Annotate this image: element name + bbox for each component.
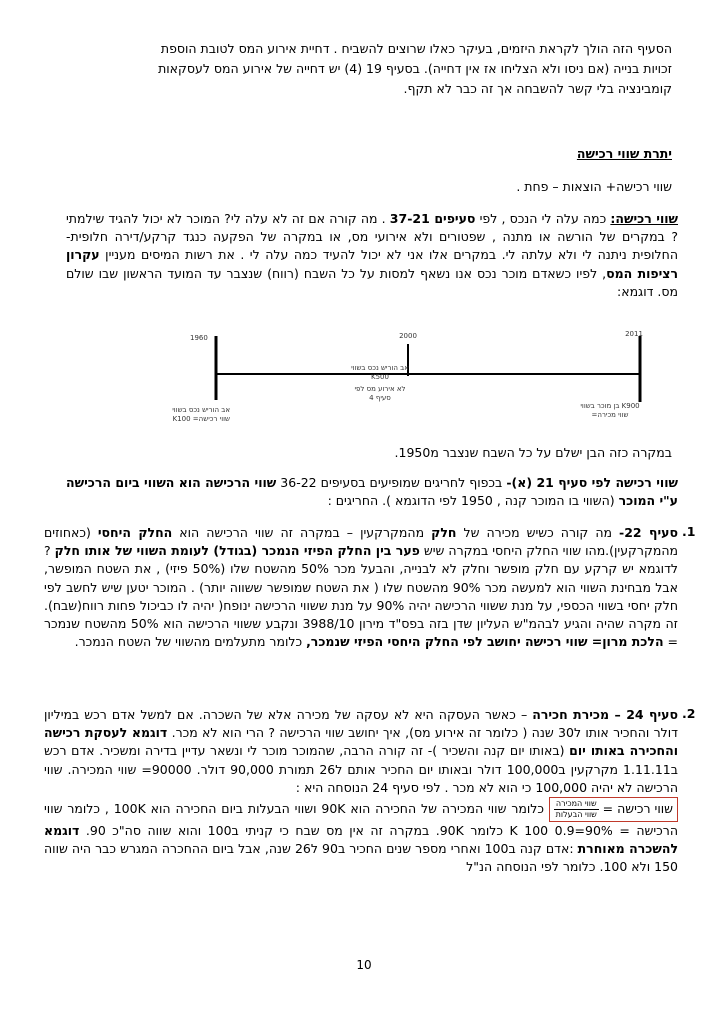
timeline-note-mid-1: אב הוריש נכס בשווי: [351, 364, 409, 372]
section22-text-2: מהמקרקעין – במקרה זה שווי הרכישה הוא: [172, 525, 432, 540]
tax-continuity-principle: עקרון רציפות המס: [66, 247, 678, 281]
timeline-note-right-2: =שווי מכירה: [591, 411, 629, 419]
section21-text-2: (השווי בו המוכר קנה , 1950 לפי הדוגמא ). החריגים :: [327, 493, 619, 509]
purchase-value-paragraph: [66, 210, 678, 301]
section21-text-1: בכפוף לחריגים שמופיעים בסעיפים 36-22: [276, 475, 507, 490]
intro-line-3: קומבינציה בלי קשר להשבחה אך זה כבר לא תקף.: [403, 81, 672, 96]
section22-text-1: מה קורה כשיש מכירה של: [456, 525, 620, 540]
formula-line: שווי רכישה+ הוצאות – פחת .: [516, 179, 672, 194]
timeline-diagram: [140, 322, 660, 432]
section24-text-3: כלומר שווי המכירה של החכירה הוא 90K ושווי הבעלות ביום החכירה הוא 100K , כלומר שווי הרכישה = 90%=0.9 100 K כלומר 90K. במקרה זה אין מס שבח כי קניתי ב100 והוא שווה סה"כ 90.: [44, 801, 678, 839]
timeline-note-mid-4: סעיף 4: [369, 394, 391, 402]
section22-bold-2: החלק היחסי: [97, 525, 173, 540]
section-title: יתרת שווי רכישה: [576, 146, 672, 161]
timeline-year-right: 2011: [625, 330, 643, 338]
section22-label: סעיף 22-: [619, 525, 678, 540]
list-number-1: .1: [682, 524, 696, 539]
section22-bold-4: הלכת מרון= שווי רכישה יחושב לפי החלק היחסי הפיזי שנמכר,: [306, 634, 664, 650]
timeline-note-right-1: בן מוכר בשווי K900: [580, 402, 640, 410]
section24-label: סעיף 24 – מכירת חכירה: [532, 707, 678, 722]
section24-paragraph: [44, 706, 678, 877]
formula-numerator: שווי המכירה: [555, 799, 597, 809]
section21-paragraph: [66, 474, 678, 510]
section24-bold-2: דוגמא להשכרה מאוחרת: [44, 823, 679, 857]
purchase-value-label: שווי רכישה:: [610, 211, 679, 226]
section21-bold: שווי הרכישה הוא השווי ביום הרכישה ע"י המוכר: [66, 475, 678, 509]
purchase-value-text-1: כמה עלה לי הנכס , לפי: [475, 211, 611, 226]
timeline-note-left-1: אב הוריש נכס בשווי: [172, 406, 230, 414]
intro-line-2: זכויות בנייה (אם ניסו ולא הצליחו אז אין דחייה). בסעיף 19 (4) יש דחייה של אירוע המס לעסקאות: [158, 61, 672, 76]
timeline-year-mid: 2000: [399, 332, 417, 340]
timeline-svg: [140, 322, 660, 432]
section22-text-3: (כאחוזים מהמקרקעין).מהו שווי החלק היחסי במקרה שיש: [44, 525, 678, 559]
formula-box: [549, 797, 678, 822]
example-conclusion: במקרה כזה הבן ישלם על כל השבח שנצבר מ1950.: [394, 445, 672, 460]
page-number: 10: [356, 958, 372, 972]
section21-label: שווי רכישה לפי סעיף 21 (א)-: [506, 475, 678, 490]
formula-lhs: שווי רכישה: [617, 801, 674, 817]
section22-bold-1: חלק: [431, 525, 457, 540]
section24-bold-1: דוגמא לעסקת רכישה והחכירה באותו יום: [44, 725, 679, 759]
purchase-value-text-2: . מה קורה אם זה לא עלה לי? המוכר לא יכול להגיד שילמתי ? במקרים של הורשה או מתנה , שפטורים ולא אירועי מס, או במקרה של הפקעה כנגד קרקע/דירה חלופית- החלופית ניתנה לי ולא עלתה לי. במקרים אלו אני לא יכול להעיד כמה עלה לי . את רשות המיסים מעניין: [66, 211, 678, 263]
timeline-year-left: 1960: [190, 334, 208, 342]
purchase-value-text-3: , לפיו כשאדם מוכר נכס אנו נשאף למסות על כל השבח (רווח) שנצבר עד המועד הראשון שבו שולם מס. דוגמא:: [66, 265, 678, 299]
section24-text-4: :אדם קנה ב100 ואחרי מספר שנים החכיר ב90 ל26 שנה, אבל ביום ההחכרה המגרש כבר היה שווה 150 ולא 100. כלומר לפי הנוסחה הנ"ל: [44, 841, 678, 875]
timeline-note-left-2: K100 =שווי רכישה: [172, 415, 230, 423]
section24-text-1: – כאשר העסקה היא לא עסקה של מכירה אלא של השכרה. אם למשל אדם רכש במיליון דולר והחכיר אותו ל30 שנה ( כלומר זה אירוע מס), איך יחושב שווי הרכישה ? הרי הוא לא מכר.: [44, 707, 678, 741]
section24-text-2: (באותו יום קנה והשכיר )- זה קורה הרבה, שהמוכר מוכר לי ונשאר עדיין בדירה ומשכיר. אדם רכש ב1.11.11 מקרקעין ב100,000 דולר ובאותו יום החכיר אותם ל26 תמורת 90,000 דולר. 90000= שווי המכירה. שווי הרכישה לא יהיה 100,000 כי הוא לא מכר . לפי סעיף 24 הנוסחה היא :: [44, 743, 678, 795]
timeline-note-mid-3: לא אירוע מס לפי: [354, 385, 406, 393]
formula-equals: =: [602, 801, 614, 817]
section22-text-5: כלומר מתעלמים מהשווי של השטח הנמכר.: [74, 634, 307, 650]
intro-line-1: הסעיף הזה הולך לקראת היזמים, בעיקר כאלו שרוצים להשביח . דחיית אירוע המס לטובת הוספת: [160, 41, 672, 56]
formula-fraction: [554, 799, 599, 820]
timeline-note-mid-2: K500: [371, 373, 389, 381]
section22-paragraph: [44, 524, 678, 651]
section22-text-4: ? לדוגמא יש קרקע עם חלק מופשר וחלק לא לבנייה, והבעל מכר 50% מהשטח שלו (50% פיזי) , את השטח המופשר, אבל מבחינת השווי הוא למעשה מכר 90% מהשטח שלו ( את השטח שמופשר ששווה יותר) . המוכר יטען שיש לחשב לפי חלק יחסי בשווי הכספי, על מנת ששווי הרכישה יהיה 90% על מנת ששווי הרכישה ינופח( יהיה לו כביכול פחות רווח(שבח). זה מקרה שהיה והגיע לבהמ"ש העליון שדן בזה בפס"ד מירון 3988/10 ונקבע ששווי הרכישה הוא 50% מהשטח שנמכר =: [44, 543, 678, 650]
formula-denominator: שווי הבעלות: [555, 810, 597, 820]
list-number-2: .2: [682, 706, 696, 721]
section22-bold-3: פער בין החלק הפיזי הנמכר (בגודל) לעומת השווי של אותו חלק: [54, 543, 420, 559]
purchase-value-sections: סעיפים 37-21: [389, 211, 476, 226]
